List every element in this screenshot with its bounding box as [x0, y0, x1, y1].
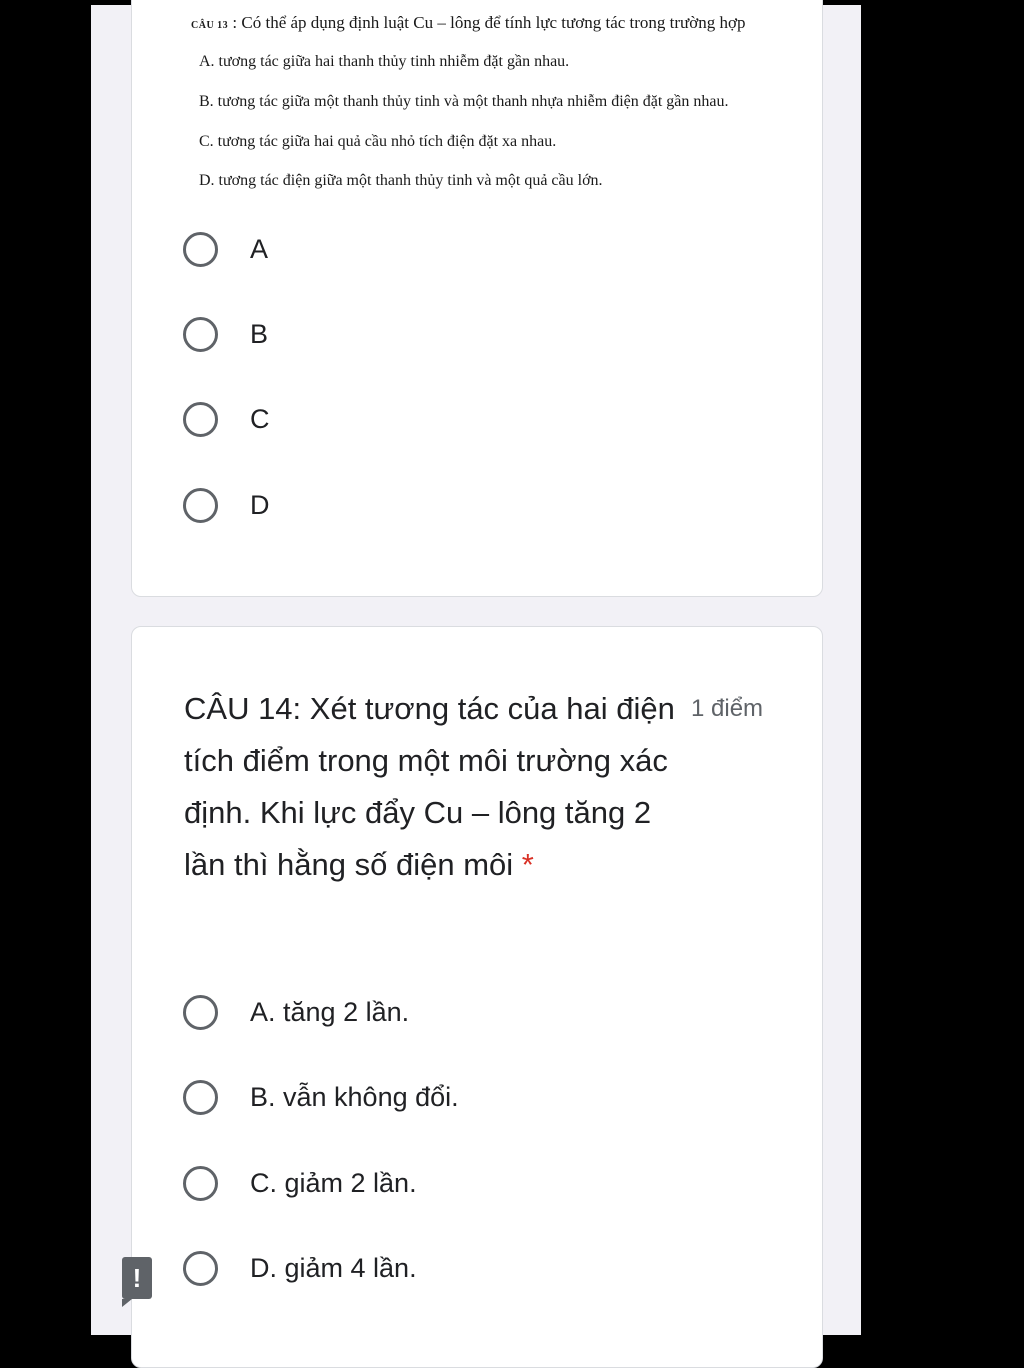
radio-button[interactable]: [183, 317, 218, 352]
form-page: [91, 5, 861, 1335]
radio-button[interactable]: [183, 402, 218, 437]
choice-label: C. giảm 2 lần.: [250, 1167, 417, 1198]
question-13-image-text: [191, 13, 811, 33]
q13-choice-b[interactable]: [183, 314, 268, 354]
radio-button[interactable]: [183, 488, 218, 523]
q13-choice-a[interactable]: [183, 229, 268, 269]
question-13-option-c: C. tương tác giữa hai quả cầu nhỏ tích điện đặt xa nhau.: [199, 133, 557, 150]
q14-choice-b[interactable]: [183, 1077, 459, 1117]
q13-choice-d[interactable]: [183, 485, 270, 525]
question-13-option-d: D. tương tác điện giữa một thanh thủy tinh và một quả cầu lớn.: [199, 172, 603, 189]
alert-icon[interactable]: !: [122, 1257, 152, 1299]
q14-choice-a[interactable]: [183, 992, 409, 1032]
question-13-option-b: B. tương tác giữa một thanh thủy tinh và một thanh nhựa nhiễm điện đặt gần nhau.: [199, 93, 729, 110]
choice-label: D: [250, 489, 270, 520]
radio-button[interactable]: [183, 1251, 218, 1286]
question-13-text: : Có thể áp dụng định luật Cu – lông để tính lực tương tác trong trường hợp: [228, 13, 746, 32]
q14-choice-c[interactable]: [183, 1163, 417, 1203]
question-14-title: [184, 683, 684, 891]
radio-button[interactable]: [183, 232, 218, 267]
choice-label: B: [250, 318, 269, 349]
question-14-points: 1 điểm: [691, 695, 764, 722]
choice-label: C: [250, 403, 270, 434]
choice-label: B. vẫn không đổi.: [250, 1081, 459, 1112]
choice-label: A. tăng 2 lần.: [250, 996, 410, 1027]
radio-button[interactable]: [183, 1166, 218, 1201]
q14-choice-d[interactable]: [183, 1248, 417, 1288]
question-14-text: CÂU 14: Xét tương tác của hai điện tích điểm trong một môi trường xác định. Khi lực đẩy Cu – lông tăng 2 lần thì hằng số điện môi: [184, 691, 675, 882]
question-13-label: CÂU 13: [191, 20, 229, 31]
choice-label: D. giảm 4 lần.: [250, 1252, 417, 1283]
q13-choice-c[interactable]: [183, 399, 270, 439]
question-13-option-a: A. tương tác giữa hai thanh thủy tinh nhiễm đặt gần nhau.: [199, 53, 570, 70]
radio-button[interactable]: [183, 995, 218, 1030]
required-asterisk: *: [521, 847, 534, 882]
choice-label: A: [250, 233, 269, 264]
radio-button[interactable]: [183, 1080, 218, 1115]
